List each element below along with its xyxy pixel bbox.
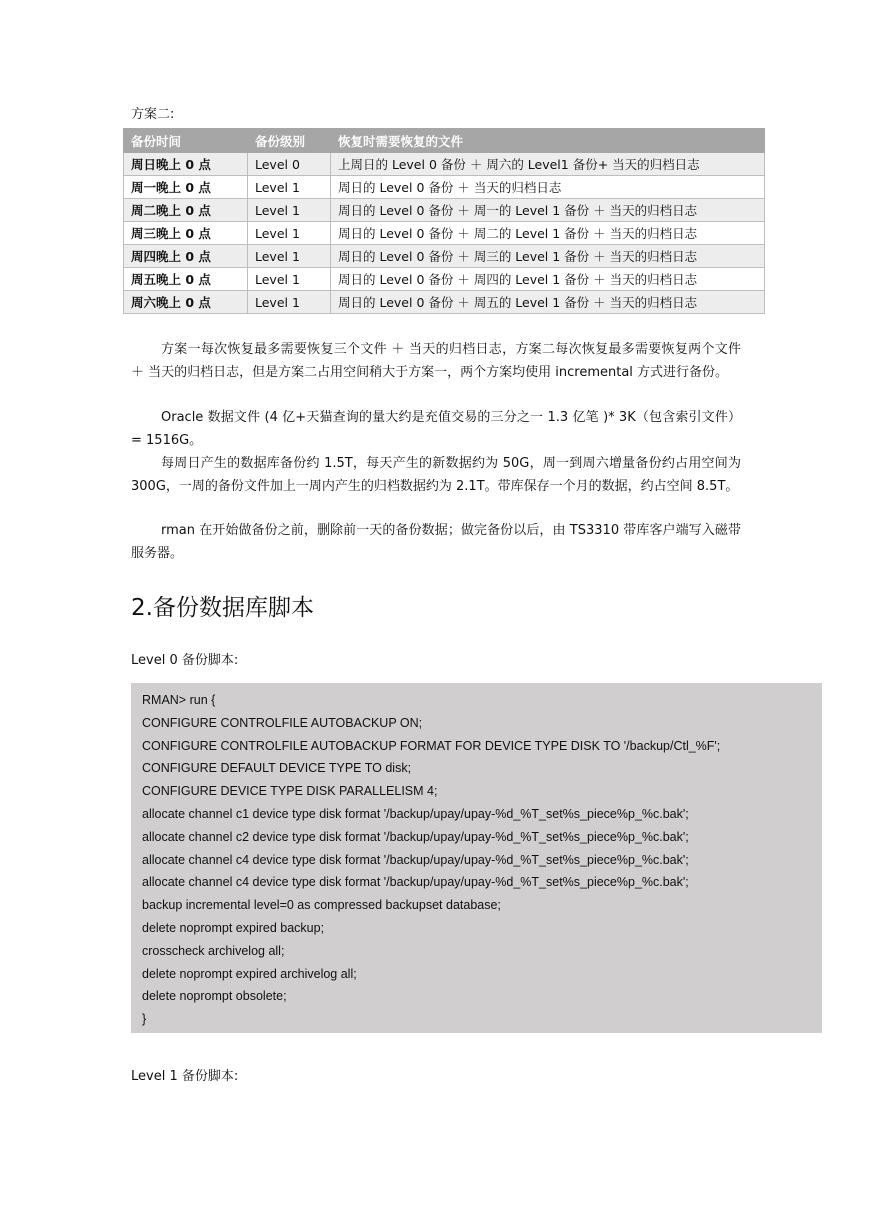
cell-backup-level: Level 1 (248, 291, 331, 314)
code-line: backup incremental level=0 as compressed backupset database; (142, 898, 501, 913)
cell-restore-files: 上周日的 Level 0 备份 ＋ 周六的 Level1 备份+ 当天的归档日志 (331, 153, 765, 176)
table-row (124, 153, 765, 176)
cell-restore-files: 周日的 Level 0 备份 ＋ 周三的 Level 1 备份 ＋ 当天的归档日志 (331, 245, 765, 268)
cell-backup-level: Level 1 (248, 245, 331, 268)
paragraph-datafile-size: Oracle 数据文件 (4 亿+天猫查询的量大约是充值交易的三分之一 1.3 亿笔 )* 3K（包含索引文件）= 1516G。 (131, 410, 741, 448)
table-row (124, 199, 765, 222)
cell-backup-time: 周五晚上 0 点 (124, 268, 248, 291)
code-line: allocate channel c2 device type disk format '/backup/upay/upay-%d_%T_set%s_piece%p_%c.bak'; (142, 829, 689, 844)
code-line: CONFIGURE CONTROLFILE AUTOBACKUP ON; (142, 715, 423, 730)
table-row (124, 245, 765, 268)
table-row (124, 268, 765, 291)
code-line: CONFIGURE CONTROLFILE AUTOBACKUP FORMAT FOR DEVICE TYPE DISK TO '/backup/Ctl_%F'; (142, 738, 721, 753)
cell-restore-files: 周日的 Level 0 备份 ＋ 周一的 Level 1 备份 ＋ 当天的归档日志 (331, 199, 765, 222)
code-line: allocate channel c4 device type disk format '/backup/upay/upay-%d_%T_set%s_piece%p_%c.bak'; (142, 852, 689, 867)
code-line: CONFIGURE DEVICE TYPE DISK PARALLELISM 4; (142, 784, 438, 799)
cell-backup-time: 周二晚上 0 点 (124, 199, 248, 222)
paragraph-backup-space: 每周日产生的数据库备份约 1.5T，每天产生的新数据约为 50G，周一到周六增量备份约占用空间为 300G，一周的备份文件加上一周内产生的归档数据约为 2.1T。带库保存一个月的数据，约占空间 8.5T。 (131, 456, 741, 494)
backup-plan-table (123, 128, 765, 314)
table-row (124, 291, 765, 314)
code-line: } (142, 1012, 147, 1027)
code-line: allocate channel c1 device type disk format '/backup/upay/upay-%d_%T_set%s_piece%p_%c.bak'; (142, 806, 689, 821)
cell-backup-level: Level 1 (248, 222, 331, 245)
table-row (124, 222, 765, 245)
code-line: CONFIGURE DEFAULT DEVICE TYPE TO disk; (142, 761, 412, 776)
level1-script-label: Level 1 备份脚本: (131, 1069, 239, 1084)
cell-backup-level: Level 1 (248, 268, 331, 291)
cell-backup-level: Level 1 (248, 176, 331, 199)
cell-backup-level: Level 0 (248, 153, 331, 176)
cell-restore-files: 周日的 Level 0 备份 ＋ 当天的归档日志 (331, 176, 765, 199)
cell-backup-level: Level 1 (248, 199, 331, 222)
cell-restore-files: 周日的 Level 0 备份 ＋ 周四的 Level 1 备份 ＋ 当天的归档日志 (331, 268, 765, 291)
table-row (124, 176, 765, 199)
code-line: crosscheck archivelog all; (142, 943, 285, 958)
cell-backup-time: 周四晚上 0 点 (124, 245, 248, 268)
header-backup-time: 备份时间 (124, 129, 248, 153)
cell-backup-time: 周一晚上 0 点 (124, 176, 248, 199)
level0-code-block (131, 683, 822, 1033)
code-line: delete noprompt expired backup; (142, 920, 325, 935)
header-restore-files: 恢复时需要恢复的文件 (331, 129, 765, 153)
cell-backup-time: 周六晚上 0 点 (124, 291, 248, 314)
table-header-row (124, 129, 765, 153)
section-heading: 2.备份数据库脚本 (131, 595, 314, 621)
header-backup-level: 备份级别 (248, 129, 331, 153)
level0-script-label: Level 0 备份脚本: (131, 653, 239, 668)
paragraph-rman-procedure: rman 在开始做备份之前，删除前一天的备份数据；做完备份以后，由 TS3310 带库客户端写入磁带服务器。 (131, 523, 741, 561)
paragraph-plan-comparison: 方案一每次恢复最多需要恢复三个文件 ＋ 当天的归档日志，方案二每次恢复最多需要恢复两个文件 ＋ 当天的归档日志，但是方案二占用空间稍大于方案一，两个方案均使用 incremental 方式进行备份。 (131, 342, 741, 380)
cell-restore-files: 周日的 Level 0 备份 ＋ 周五的 Level 1 备份 ＋ 当天的归档日志 (331, 291, 765, 314)
plan-label: 方案二: (131, 107, 175, 122)
cell-backup-time: 周三晚上 0 点 (124, 222, 248, 245)
cell-restore-files: 周日的 Level 0 备份 ＋ 周二的 Level 1 备份 ＋ 当天的归档日志 (331, 222, 765, 245)
code-line: delete noprompt obsolete; (142, 989, 287, 1004)
code-line: delete noprompt expired archivelog all; (142, 966, 357, 981)
code-line: RMAN> run { (142, 693, 216, 707)
cell-backup-time: 周日晚上 0 点 (124, 153, 248, 176)
code-line: allocate channel c4 device type disk format '/backup/upay/upay-%d_%T_set%s_piece%p_%c.bak'; (142, 875, 689, 890)
